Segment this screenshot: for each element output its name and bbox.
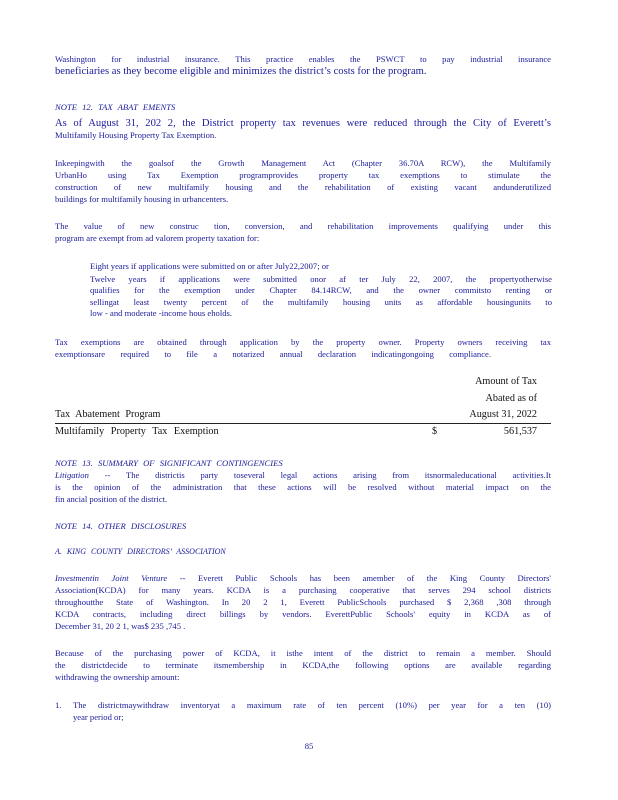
option-1-line1: The districtmaywithdraw inventoryat a maximum rate of ten percent (10%) per year for a ten (10) (73, 700, 551, 710)
note-13-heading: NOTE 13. SUMMARY OF SIGNIFICANT CONTINGENCIES (55, 458, 283, 468)
note-12-p2-line4: buildings for multifamily housing in urbancenters. (55, 194, 229, 204)
bullet-item-1 (76, 261, 552, 273)
intro-line-1: Washington for industrial insurance. This practice enables the PSWCT to pay industrial insurance (55, 54, 551, 64)
amount-header-line3: August 31, 2022 (469, 409, 537, 420)
litigation-label: Litigation (55, 470, 89, 480)
bullet-2-line1: Twelve years if applications were submitted onor af ter July 22, 2007, the propertyotherwise (90, 273, 552, 284)
note-14-p1-line1 (55, 573, 551, 585)
note-12-p2-line3: construction of new multifamily housing and the rehabilitation of existing vacant andunderutilized (55, 182, 551, 192)
table-header-rule (55, 423, 551, 424)
note-14-heading: NOTE 14. OTHER DISCLOSURES (55, 521, 187, 531)
note-14-p2-line3: withdrawing the ownership amount: (55, 672, 180, 682)
kcda-subheading: A. KING COUNTY DIRECTORS’ ASSOCIATION (55, 547, 226, 556)
bullet-2-line3: sellingat least twenty percent of the multifamily housing units as affordable housingunits to (90, 296, 552, 307)
note-12-p1-line2: Multifamily Housing Property Tax Exemption. (55, 130, 217, 140)
note-12-p4-line1: Tax exemptions are obtained through application by the property owner. Property owners receiving tax (55, 337, 551, 347)
bullet-1-line1: Eight years if applications were submitted on or after July22,2007; or (90, 261, 329, 271)
note-14-p1-line1-text: -- Everett Public Schools has been amember of the King County Directors' (167, 573, 551, 583)
note-12-p2-line1: Inkeepingwith the goalsof the Growth Management Act (Chapter 36.70A RCW), the Multifamily (55, 158, 551, 168)
page-number: 85 (304, 741, 314, 751)
intro-line-2: beneficiaries as they become eligible and minimizes the district’s costs for the program. (55, 66, 427, 77)
bullet-2-line2: qualifies for the exemption under Chapter 84.14RCW, and the owner commitsto renting or (90, 285, 552, 295)
amount-header-line2: Abated as of (485, 393, 537, 404)
note-12-p1-line1: As of August 31, 202 2, the District property tax revenues were reduced through the City of Everett’s (55, 118, 551, 129)
note-14-p1-line4: KCDA contracts, including direct billings by vendors. EverettPublic Schools' equity in KCDA as of (55, 609, 551, 619)
note-12-p3-line2: program are exempt from ad valorem property taxation for: (55, 233, 260, 243)
withdrawal-option-1 (55, 700, 551, 723)
note-12-p3-line1: The value of new construc tion, conversion, and rehabilitation improvements qualifying under this (55, 221, 551, 231)
joint-venture-label: Investmentin Joint Venture (55, 573, 168, 583)
note-13-line1 (55, 470, 551, 482)
note-13-line2: is the opinion of the administration that these actions will be resolved without material impact on the (55, 482, 551, 492)
note-12-p2-line2: UrbanHo using Tax Exemption programprovides property tax exemptions to stimulate the (55, 170, 551, 180)
note-14-p2-line1: Because of the purchasing power of KCDA, it isthe intent of the district to remain a member. Should (55, 648, 551, 658)
note-14-p1-line5: December 31, 20 2 1, was$ 235 ,745 . (55, 621, 186, 631)
amount-header-line1: Amount of Tax (475, 376, 537, 387)
row-program-label: Multifamily Property Tax Exemption (55, 426, 219, 437)
note-14-p1-line3: throughoutthe State of Washington. In 20 2 1, Everett PublicSchools purchased $ 2,368 ,308 through (55, 597, 551, 607)
note-12-p4-line2: exemptionsare required to file a notarized annual declaration indicatingongoing compliance. (55, 349, 491, 359)
row-currency: $ (432, 426, 438, 437)
note-13-line3: fin ancial position of the district. (55, 494, 168, 504)
row-amount: 561,537 (503, 426, 537, 437)
program-header: Tax Abatement Program (55, 409, 161, 420)
bullet-item-2 (76, 274, 552, 320)
note-14-p2-line2: the districtdecide to terminate itsmembership in KCDA,the following options are available regarding (55, 660, 551, 670)
option-1-line2: year period or; (73, 711, 124, 722)
note-13-line1-text: -- The districtis party toseveral legal actions arising from itsnormaleducational activities.It (88, 470, 551, 480)
exemption-bullet-list (76, 261, 552, 320)
tax-abatement-table (55, 375, 551, 445)
note-12-heading: NOTE 12. TAX ABAT EMENTS (55, 102, 176, 112)
note-14-p1-line2: Association(KCDA) for many years. KCDA is a purchasing cooperative that serves 294 school districts (55, 585, 551, 595)
option-1-number: 1. (55, 700, 62, 710)
bullet-2-line4: low - and moderate -income hous eholds. (90, 308, 232, 318)
